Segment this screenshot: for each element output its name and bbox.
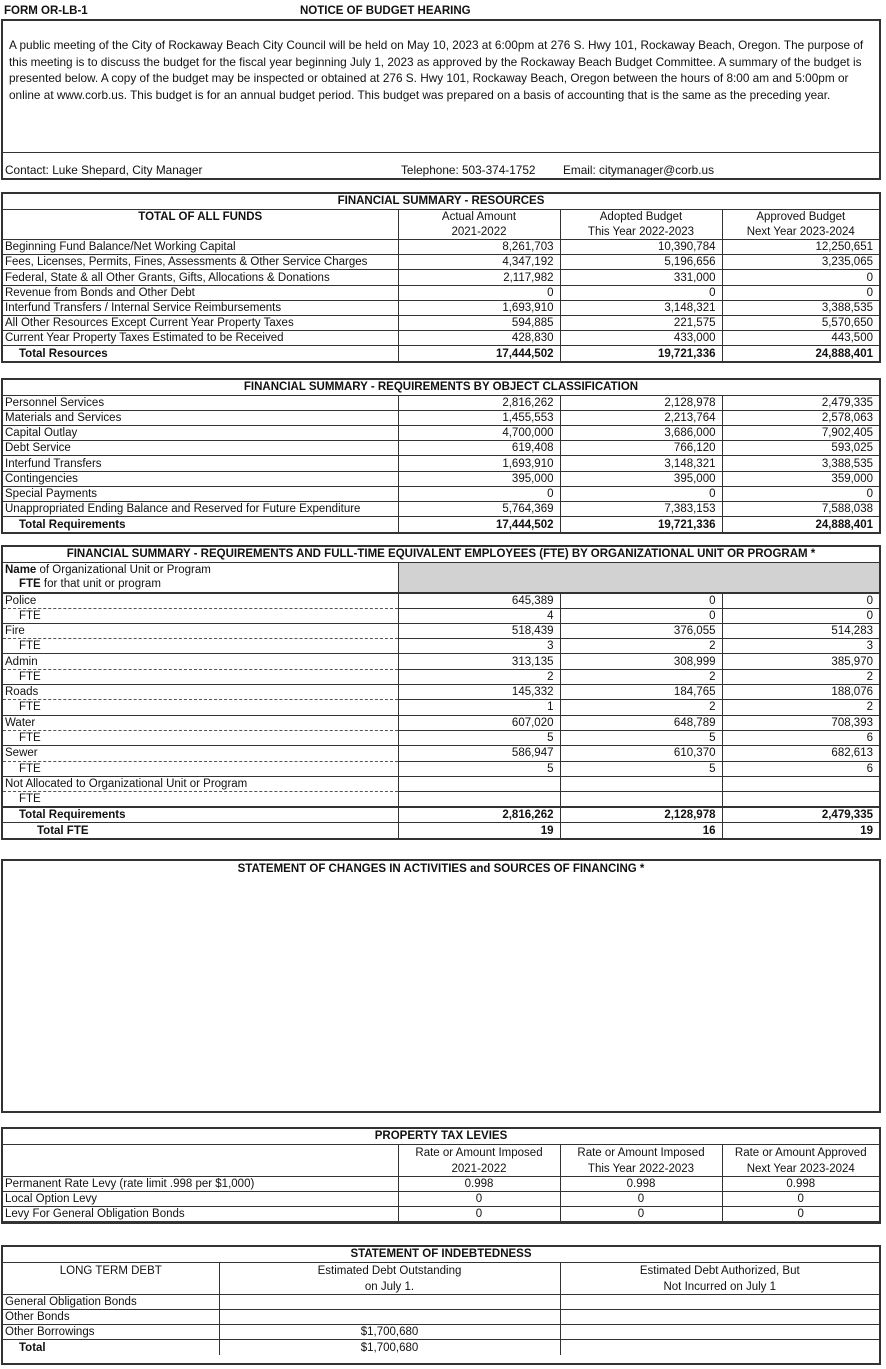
resources-rows <box>3 240 879 346</box>
row-value: 395,000 <box>560 471 722 486</box>
form-id: FORM OR-LB-1 <box>4 5 88 17</box>
row-label: Beginning Fund Balance/Net Working Capital <box>3 240 398 255</box>
row-value: 594,885 <box>398 316 560 331</box>
row-value: 5,764,369 <box>398 502 560 517</box>
row-value: 0 <box>398 1192 560 1207</box>
fte-rows <box>3 593 879 777</box>
row-value: 0 <box>722 285 879 300</box>
fte-total-requirements-row: Total Requirements 2,816,262 2,128,978 2,479,335 <box>3 807 879 823</box>
row-value: 593,025 <box>722 441 879 456</box>
unit-fte-value: 3 <box>722 639 879 654</box>
table-row <box>3 502 879 517</box>
unit-amount: 586,947 <box>398 746 560 761</box>
table-row <box>3 300 879 315</box>
unit-name: Fire <box>3 623 398 638</box>
row-value: 395,000 <box>398 471 560 486</box>
resources-table <box>3 194 879 361</box>
debt-row <box>3 1294 879 1309</box>
unit-fte-value: 2 <box>722 669 879 684</box>
table-row <box>3 1207 879 1222</box>
row-value: 433,000 <box>560 331 722 346</box>
unit-fte-value: 6 <box>722 730 879 745</box>
table-row <box>3 316 879 331</box>
row-value: 5,196,656 <box>560 255 722 270</box>
resources-col-adopted: Adopted Budget <box>560 209 722 224</box>
unit-amount: 188,076 <box>722 685 879 700</box>
debt-col-long-term: LONG TERM DEBT <box>59 1264 162 1277</box>
notice-box <box>1 19 881 180</box>
form-header <box>4 5 884 19</box>
row-value: 1,693,910 <box>398 300 560 315</box>
fte-title: FINANCIAL SUMMARY - REQUIREMENTS AND FULL-TIME EQUIVALENT EMPLOYEES (FTE) BY ORGANIZATIONAL UNIT OR PROGRAM * <box>3 547 879 562</box>
fte-total-fte-row: Total FTE 19 16 19 <box>3 823 879 838</box>
unit-amount: 308,999 <box>560 654 722 669</box>
table-row <box>3 471 879 486</box>
unit-amount: 184,765 <box>560 685 722 700</box>
changes-section <box>1 859 881 1113</box>
unit-amount: 514,283 <box>722 623 879 638</box>
row-value: 619,408 <box>398 441 560 456</box>
notice-paragraph: A public meeting of the City of Rockaway Beach City Council will be held on May 10, 2023 at 6:00pm at 276 S. Hwy 101, Rockaway Beach, Oregon. The purpose of this meeting is to discuss the budget for the fiscal year beginning July 1, 2023 as approved by the Rockaway Beach Budget Committee. A summary of the budget is presented below. A copy of the budget may be inspected or obtained at 276 S. Hwy 101, Rockaway Beach, Oregon between the hours of 8:00 am and 5:00pm or online at www.corb.us. This budget is for an annual budget period. This budget was prepared on a basis of accounting that is the same as the preceding year. <box>9 38 864 102</box>
resources-col-actual-year: 2021-2022 <box>398 224 560 239</box>
row-value: 0.998 <box>560 1176 722 1191</box>
row-label: Unappropriated Ending Balance and Reserved for Future Expenditure <box>3 502 398 517</box>
fte-header-shaded <box>398 562 879 592</box>
resources-total-row: Total Resources 17,444,502 19,721,336 24,888,401 <box>3 346 879 361</box>
row-value: 0 <box>722 1192 879 1207</box>
row-value: 2,578,063 <box>722 410 879 425</box>
unit-row <box>3 715 879 730</box>
requirements-section <box>1 378 881 534</box>
unit-amount: 376,055 <box>560 623 722 638</box>
unit-amount: 648,789 <box>560 715 722 730</box>
fte-section <box>1 545 881 840</box>
requirements-rows <box>3 395 879 517</box>
unit-row <box>3 593 879 609</box>
row-label: All Other Resources Except Current Year Property Taxes <box>3 316 398 331</box>
unit-fte-row <box>3 639 879 654</box>
row-value: 0 <box>722 1207 879 1222</box>
unit-fte-value: 4 <box>398 608 560 623</box>
debt-col-outstanding: Estimated Debt Outstanding <box>219 1262 560 1279</box>
debt-label: General Obligation Bonds <box>3 1294 219 1309</box>
unit-fte-value: 5 <box>560 761 722 776</box>
row-label: Special Payments <box>3 486 398 501</box>
table-row <box>3 255 879 270</box>
unit-row <box>3 654 879 669</box>
row-value: 0 <box>560 285 722 300</box>
unit-fte-label: FTE <box>3 639 398 654</box>
changes-title: STATEMENT OF CHANGES IN ACTIVITIES and SOURCES OF FINANCING * <box>237 862 645 875</box>
resources-col-funds: TOTAL OF ALL FUNDS <box>138 211 263 224</box>
row-label: Revenue from Bonds and Other Debt <box>3 285 398 300</box>
contact-email: Email: citymanager@corb.us <box>563 163 714 177</box>
row-value: 2,213,764 <box>560 410 722 425</box>
row-value: 0 <box>398 1207 560 1222</box>
row-value: 4,700,000 <box>398 426 560 441</box>
row-value: 7,383,153 <box>560 502 722 517</box>
debt-outstanding: $1,700,680 <box>219 1325 560 1340</box>
row-value: 10,390,784 <box>560 240 722 255</box>
row-value: 0 <box>722 486 879 501</box>
row-value: 0.998 <box>398 1176 560 1191</box>
row-value: 0 <box>398 486 560 501</box>
row-value: 2,816,262 <box>398 395 560 410</box>
unit-row <box>3 623 879 638</box>
levies-col-imposed-year: 2021-2022 <box>398 1161 560 1176</box>
row-value: 5,570,650 <box>722 316 879 331</box>
fte-header-name: of Organizational Unit or Program <box>36 564 211 577</box>
row-value: 2,128,978 <box>560 395 722 410</box>
debt-section <box>1 1245 881 1365</box>
unit-fte-value: 2 <box>560 639 722 654</box>
levies-rows <box>3 1176 879 1222</box>
unit-fte-value: 5 <box>398 730 560 745</box>
unit-fte-label: FTE <box>3 669 398 684</box>
unit-amount: 682,613 <box>722 746 879 761</box>
debt-table <box>3 1247 879 1355</box>
contact-telephone: Telephone: 503-374-1752 <box>401 163 536 177</box>
unit-amount: 610,370 <box>560 746 722 761</box>
levies-col-approved-year: Next Year 2023-2024 <box>722 1161 879 1176</box>
levies-title: PROPERTY TAX LEVIES <box>3 1129 879 1144</box>
levies-col-imposed-this-year: This Year 2022-2023 <box>560 1161 722 1176</box>
resources-col-adopted-year: This Year 2022-2023 <box>560 224 722 239</box>
row-label: Contingencies <box>3 471 398 486</box>
row-label: Levy For General Obligation Bonds <box>3 1207 398 1222</box>
unit-fte-row <box>3 761 879 776</box>
unit-name: Roads <box>3 685 398 700</box>
table-row <box>3 1176 879 1191</box>
row-value: 2,117,982 <box>398 270 560 285</box>
row-label: Current Year Property Taxes Estimated to be Received <box>3 331 398 346</box>
debt-col-authorized-2: Not Incurred on July 1 <box>560 1279 879 1294</box>
fte-not-allocated-fte-row: FTE <box>3 792 879 808</box>
unit-amount: 0 <box>560 593 722 609</box>
unit-name: Police <box>3 593 398 609</box>
row-value: 0.998 <box>722 1176 879 1191</box>
unit-fte-row <box>3 700 879 715</box>
table-row <box>3 331 879 346</box>
row-value: 2,479,335 <box>722 395 879 410</box>
unit-fte-value: 1 <box>398 700 560 715</box>
debt-rows <box>3 1294 879 1340</box>
unit-amount: 708,393 <box>722 715 879 730</box>
row-value: 12,250,651 <box>722 240 879 255</box>
contact-name: Contact: Luke Shepard, City Manager <box>5 163 203 177</box>
fte-not-allocated-row: Not Allocated to Organizational Unit or Program <box>3 776 879 791</box>
row-value: 221,575 <box>560 316 722 331</box>
row-label: Permanent Rate Levy (rate limit .998 per $1,000) <box>3 1176 398 1191</box>
row-value: 443,500 <box>722 331 879 346</box>
levies-col-imposed: Rate or Amount Imposed <box>398 1144 560 1161</box>
unit-row <box>3 685 879 700</box>
unit-name: Admin <box>3 654 398 669</box>
debt-row <box>3 1325 879 1340</box>
levies-col-imposed-this: Rate or Amount Imposed <box>560 1144 722 1161</box>
requirements-title: FINANCIAL SUMMARY - REQUIREMENTS BY OBJECT CLASSIFICATION <box>3 380 879 395</box>
unit-fte-value: 5 <box>560 730 722 745</box>
unit-amount: 0 <box>722 593 879 609</box>
table-row <box>3 270 879 285</box>
unit-fte-label: FTE <box>3 608 398 623</box>
table-row <box>3 441 879 456</box>
levies-col-approved: Rate or Amount Approved <box>722 1144 879 1161</box>
table-row <box>3 395 879 410</box>
unit-fte-row <box>3 608 879 623</box>
fte-header-name-bold: Name <box>5 564 37 577</box>
row-value: 1,455,553 <box>398 410 560 425</box>
resources-col-approved-year: Next Year 2023-2024 <box>722 224 879 239</box>
unit-name: Sewer <box>3 746 398 761</box>
table-row <box>3 240 879 255</box>
row-value: 3,148,321 <box>560 300 722 315</box>
row-value: 0 <box>722 270 879 285</box>
table-row <box>3 456 879 471</box>
table-row <box>3 285 879 300</box>
debt-authorized <box>560 1294 879 1309</box>
row-value: 359,000 <box>722 471 879 486</box>
levies-table <box>3 1129 879 1222</box>
unit-fte-row <box>3 669 879 684</box>
fte-table <box>3 547 879 838</box>
contact-row <box>3 152 879 180</box>
unit-amount: 313,135 <box>398 654 560 669</box>
table-row <box>3 426 879 441</box>
row-value: 0 <box>560 486 722 501</box>
unit-fte-label: FTE <box>3 761 398 776</box>
unit-row <box>3 746 879 761</box>
row-value: 7,902,405 <box>722 426 879 441</box>
row-value: 766,120 <box>560 441 722 456</box>
fte-header-fte: for that unit or program <box>40 578 161 591</box>
row-value: 3,388,535 <box>722 300 879 315</box>
debt-title: STATEMENT OF INDEBTEDNESS <box>3 1247 879 1262</box>
row-value: 3,686,000 <box>560 426 722 441</box>
row-value: 0 <box>560 1207 722 1222</box>
row-label: Capital Outlay <box>3 426 398 441</box>
row-label: Materials and Services <box>3 410 398 425</box>
unit-fte-value: 2 <box>560 669 722 684</box>
debt-outstanding <box>219 1310 560 1325</box>
debt-outstanding <box>219 1294 560 1309</box>
unit-fte-value: 2 <box>398 669 560 684</box>
row-label: Interfund Transfers <box>3 456 398 471</box>
debt-label: Other Borrowings <box>3 1325 219 1340</box>
row-value: 331,000 <box>560 270 722 285</box>
unit-fte-value: 0 <box>560 608 722 623</box>
debt-col-authorized: Estimated Debt Authorized, But <box>560 1262 879 1279</box>
table-row <box>3 1192 879 1207</box>
row-value: 8,261,703 <box>398 240 560 255</box>
unit-amount: 385,970 <box>722 654 879 669</box>
unit-amount: 145,332 <box>398 685 560 700</box>
unit-amount: 518,439 <box>398 623 560 638</box>
unit-fte-label: FTE <box>3 700 398 715</box>
row-label: Local Option Levy <box>3 1192 398 1207</box>
row-value: 4,347,192 <box>398 255 560 270</box>
page-title: NOTICE OF BUDGET HEARING <box>300 5 471 17</box>
debt-total-row: Total $1,700,680 <box>3 1340 879 1355</box>
levies-section <box>1 1127 881 1224</box>
row-value: 7,588,038 <box>722 502 879 517</box>
unit-amount: 645,389 <box>398 593 560 609</box>
unit-name: Water <box>3 715 398 730</box>
table-row <box>3 486 879 501</box>
debt-label: Other Bonds <box>3 1310 219 1325</box>
row-label: Interfund Transfers / Internal Service Reimbursements <box>3 300 398 315</box>
table-row <box>3 410 879 425</box>
row-value: 0 <box>560 1192 722 1207</box>
resources-section <box>1 192 881 363</box>
resources-title: FINANCIAL SUMMARY - RESOURCES <box>3 194 879 209</box>
row-value: 1,693,910 <box>398 456 560 471</box>
requirements-table <box>3 380 879 532</box>
debt-authorized <box>560 1310 879 1325</box>
row-value: 0 <box>398 285 560 300</box>
unit-fte-value: 5 <box>398 761 560 776</box>
row-label: Personnel Services <box>3 395 398 410</box>
row-label: Fees, Licenses, Permits, Fines, Assessments & Other Service Charges <box>3 255 398 270</box>
unit-fte-value: 2 <box>722 700 879 715</box>
row-label: Debt Service <box>3 441 398 456</box>
debt-row <box>3 1310 879 1325</box>
unit-fte-value: 2 <box>560 700 722 715</box>
row-value: 3,388,535 <box>722 456 879 471</box>
unit-fte-value: 0 <box>722 608 879 623</box>
row-value: 3,235,065 <box>722 255 879 270</box>
resources-col-approved: Approved Budget <box>722 209 879 224</box>
unit-fte-label: FTE <box>3 730 398 745</box>
debt-col-outstanding-2: on July 1. <box>219 1279 560 1294</box>
debt-authorized <box>560 1325 879 1340</box>
row-label: Federal, State & all Other Grants, Gifts, Allocations & Donations <box>3 270 398 285</box>
row-value: 428,830 <box>398 331 560 346</box>
unit-fte-row <box>3 730 879 745</box>
unit-amount: 607,020 <box>398 715 560 730</box>
unit-fte-value: 6 <box>722 761 879 776</box>
resources-col-actual: Actual Amount <box>398 209 560 224</box>
requirements-total-row: Total Requirements 17,444,502 19,721,336 24,888,401 <box>3 517 879 532</box>
unit-fte-value: 3 <box>398 639 560 654</box>
fte-header-fte-bold: FTE <box>19 578 41 591</box>
row-value: 3,148,321 <box>560 456 722 471</box>
